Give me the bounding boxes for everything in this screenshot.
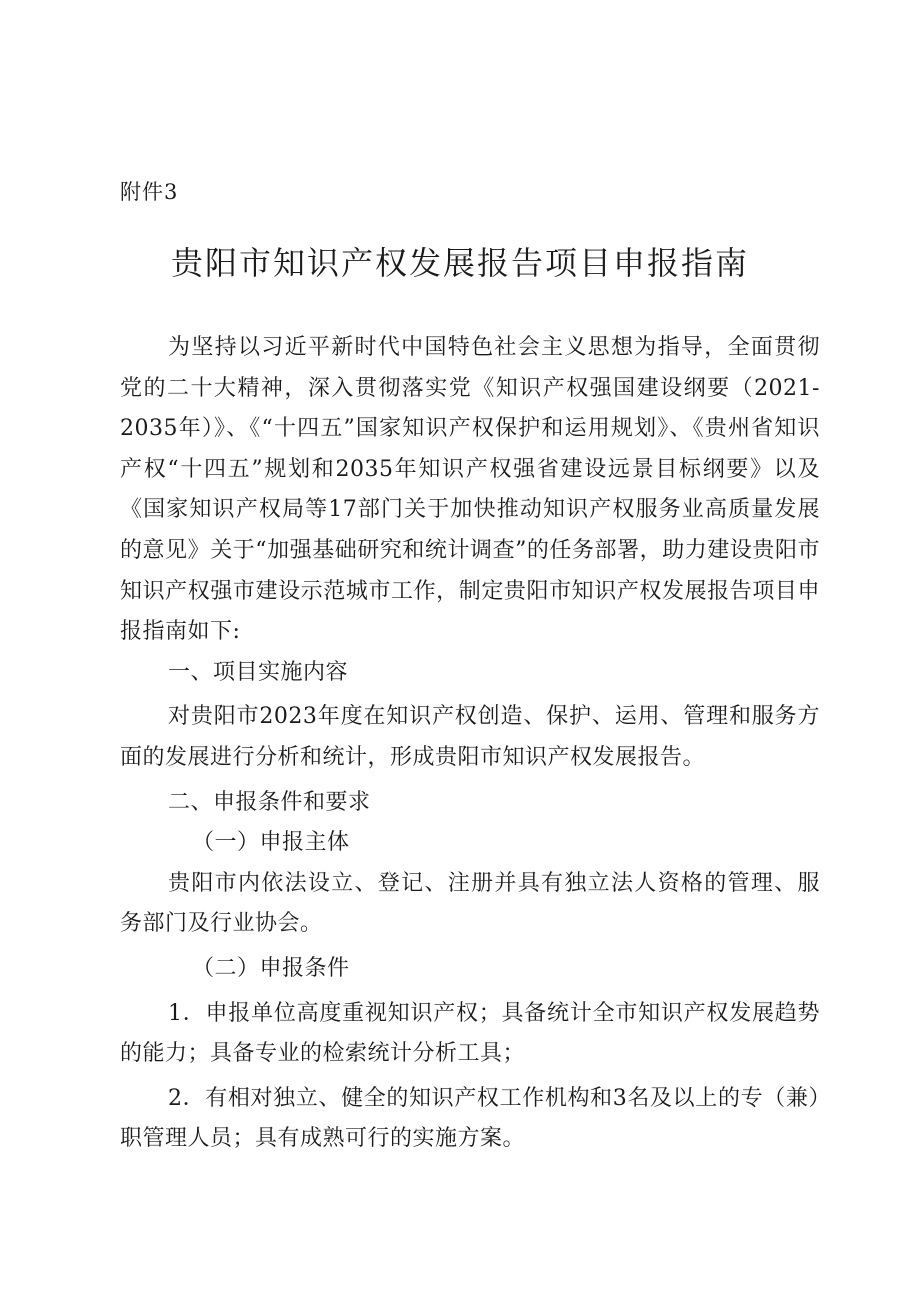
section-2-heading: 二、申报条件和要求 (168, 789, 371, 815)
document-title: 贵阳市知识产权发展报告项目申报指南 (170, 244, 749, 282)
section-2-sub-1-heading: （一）申报主体 (192, 830, 350, 856)
section-2-item-1: 1．申报单位高度重视知识产权；具备统计全市知识产权发展趋势的能力；具备专业的检索统计分析工具； (120, 1000, 820, 1067)
section-1-heading: 一、项目实施内容 (168, 659, 349, 685)
intro-paragraph: 为坚持以习近平新时代中国特色社会主义思想为指导，全面贯彻党的二十大精神，深入贯彻落实党《知识产权强国建设纲要（2021-2035年）》、《“十四五”国家知识产权保护和运用规划》、《贵州省知识产权“十四五”规划和2035年知识产权强省建设远景目标纲要》以及《国家知识产权局等17部门关于加快推动知识产权服务业高质量发展的意见》关于“加强基础研究和统计调查”的任务部署，助力建设贵阳市知识产权强市建设示范城市工作，制定贵阳市知识产权发展报告项目申报指南如下: (120, 335, 820, 645)
document-body (120, 328, 820, 1160)
section-2-sub-2-heading: （二）申报条件 (192, 955, 350, 981)
section-2-sub-1-text: 贵阳市内依法设立、登记、注册并具有独立法人资格的管理、服务部门及行业协会。 (120, 870, 820, 937)
section-1-text: 对贵阳市2023年度在知识产权创造、保护、运用、管理和服务方面的发展进行分析和统计，形成贵阳市知识产权发展报告。 (120, 704, 820, 770)
attachment-label: 附件3 (120, 180, 179, 204)
section-2-item-2: 2．有相对独立、健全的知识产权工作机构和3名及以上的专（兼）职管理人员；具有成熟可行的实施方案。 (120, 1085, 820, 1152)
